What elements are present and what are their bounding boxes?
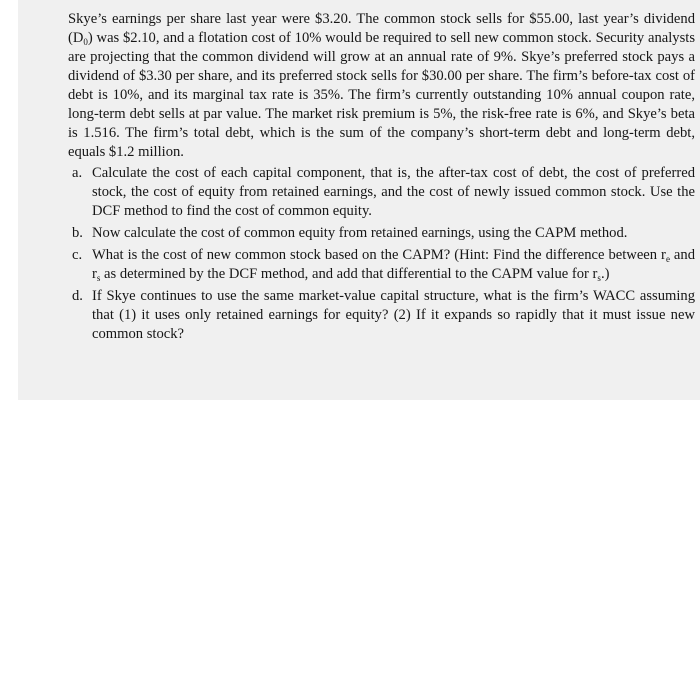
question-list (68, 164, 695, 344)
problem-intro (68, 10, 695, 162)
question-a-letter: a. (72, 165, 83, 181)
question-a (68, 164, 695, 221)
intro-text-part-1: Skye’s earnings per share last year were $3.20. The common stock sells for $55.00, last year’s dividend (D (68, 11, 695, 46)
intro-text-part-2: ) was $2.10, and a flotation cost of 10% would be required to sell new common stock. Security analysts are projecting that the common dividend will grow at an annual rate of 9%. Skye’s preferred stock pays a dividend of $3.30 per share, and its preferred stock sells for $30.00 per share. The firm’s before-tax cost of debt is 10%, and its marginal tax rate is 35%. The firm’s currently outstanding 10% annual coupon rate, long-term debt sells at par value. The market risk premium is 5%, the risk-free rate is 6%, and Skye’s beta is 1.516. The firm’s total debt, which is the sum of the company’s short-term debt and long-term debt, equals $1.2 million. (68, 30, 695, 160)
question-c-text-1: What is the cost of new common stock based on the CAPM? (Hint: Find the difference between r (92, 247, 666, 263)
rs-subscript: s (96, 273, 101, 283)
question-c-letter: c. (72, 247, 83, 263)
question-d (68, 287, 695, 344)
question-b-text: Now calculate the cost of common equity from retained earnings, using the CAPM method. (92, 225, 628, 241)
question-a-text: Calculate the cost of each capital component, that is, the after-tax cost of debt, the cost of preferred stock, the cost of equity from retained earnings, and the cost of newly issued common stock. Use the DCF method to find the cost of common equity. (92, 165, 695, 219)
question-c-text-4: .) (600, 266, 610, 282)
problem-text (68, 10, 695, 347)
question-d-text: If Skye continues to use the same market-value capital structure, what is the firm’s WACC assuming that (1) it uses only retained earnings for equity? (2) If it expands so rapidly that it must issue new common stock? (92, 288, 695, 342)
question-c (68, 246, 695, 284)
question-b-letter: b. (72, 225, 83, 241)
rs-subscript-2: s (597, 273, 601, 283)
question-c-text (92, 247, 695, 282)
re-subscript: e (665, 254, 670, 264)
question-c-text-2: and r (92, 247, 695, 282)
question-b (68, 224, 695, 243)
dividend-subscript: 0 (83, 37, 88, 47)
question-d-letter: d. (72, 288, 83, 304)
question-c-text-3: as determined by the DCF method, and add that differential to the CAPM value for r (100, 266, 598, 282)
